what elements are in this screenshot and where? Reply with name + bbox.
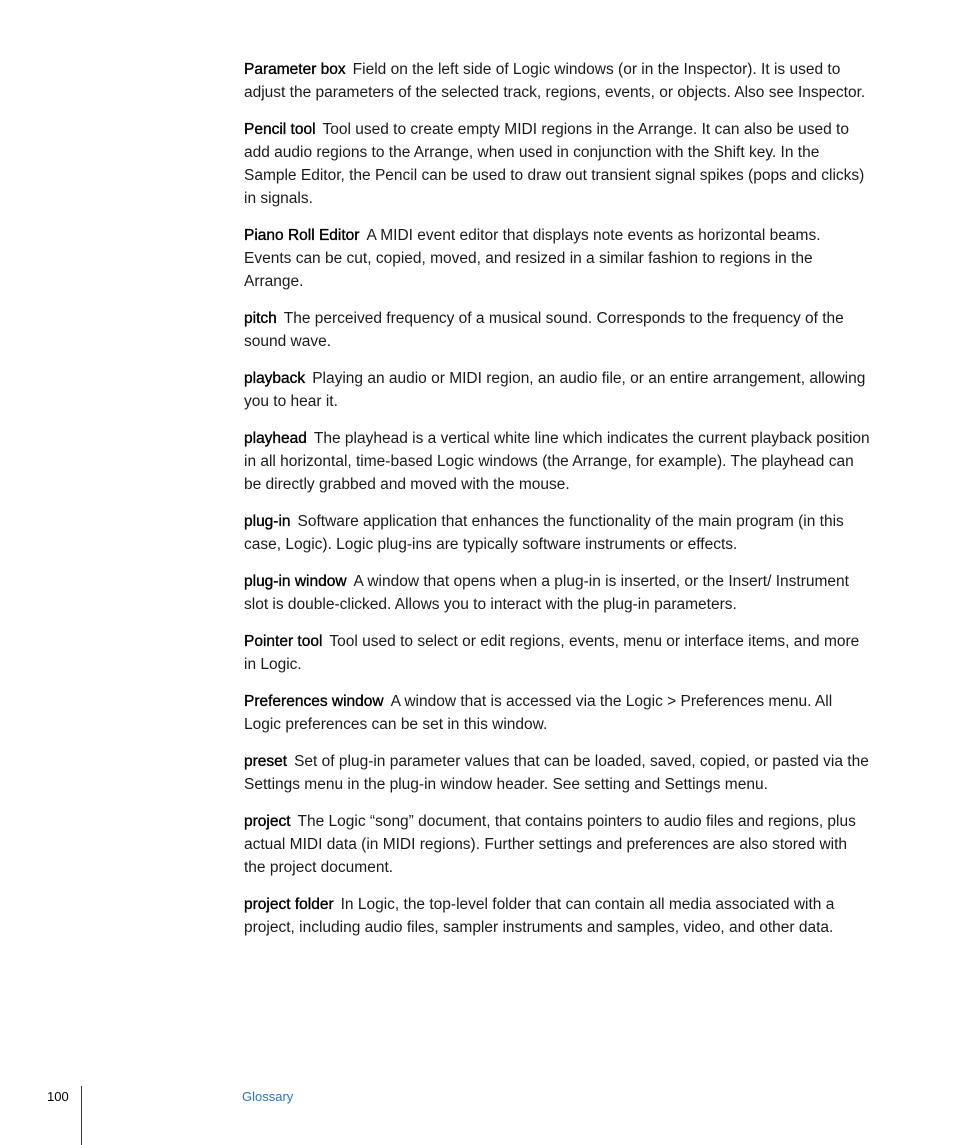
glossary-entry [244, 224, 872, 293]
glossary-definition: Software application that enhances the functionality of the main program (in this case, Logic). Logic plug-ins are typically software instruments or effects. [244, 513, 844, 553]
glossary-entry [244, 893, 872, 939]
glossary-entry [244, 690, 872, 736]
page-number: 100 [47, 1089, 69, 1104]
glossary-definition: The Logic “song” document, that contains pointers to audio files and regions, plus actual MIDI data (in MIDI regions). Further settings and preferences are also stored with the project document. [244, 813, 856, 876]
glossary-entry [244, 427, 872, 496]
glossary-entry [244, 810, 872, 879]
glossary-term: pitch [244, 310, 277, 327]
glossary-definition: A window that opens when a plug-in is inserted, or the Insert/ Instrument slot is double-clicked. Allows you to interact with the plug-in parameters. [244, 573, 849, 613]
glossary-entry [244, 118, 872, 210]
glossary-definition: A window that is accessed via the Logic > Preferences menu. All Logic preferences can be set in this window. [244, 693, 833, 733]
glossary-definition: The perceived frequency of a musical sound. Corresponds to the frequency of the sound wave. [244, 310, 844, 350]
glossary-entry [244, 58, 872, 104]
glossary-definition: Playing an audio or MIDI region, an audio file, or an entire arrangement, allowing you to hear it. [244, 370, 866, 410]
glossary-term: playhead [244, 430, 307, 447]
glossary-term: Pencil tool [244, 121, 316, 138]
glossary-entries [244, 58, 872, 953]
glossary-entry [244, 510, 872, 556]
glossary-entry [244, 750, 872, 796]
glossary-entry [244, 630, 872, 676]
glossary-term: Piano Roll Editor [244, 227, 360, 244]
glossary-term: playback [244, 370, 306, 387]
glossary-definition: In Logic, the top-level folder that can contain all media associated with a project, including audio files, sampler instruments and samples, video, and other data. [244, 896, 835, 936]
footer-divider [81, 1086, 82, 1145]
glossary-entry [244, 307, 872, 353]
glossary-term: project folder [244, 896, 334, 913]
glossary-definition: Set of plug-in parameter values that can be loaded, saved, copied, or pasted via the Settings menu in the plug-in window header. See setting and Settings menu. [244, 753, 869, 793]
glossary-definition: A MIDI event editor that displays note events as horizontal beams. Events can be cut, copied, moved, and resized in a similar fashion to regions in the Arrange. [244, 227, 821, 290]
glossary-term: preset [244, 753, 288, 770]
glossary-entry [244, 367, 872, 413]
glossary-definition: Field on the left side of Logic windows (or in the Inspector). It is used to adjust the parameters of the selected track, regions, events, or objects. Also see Inspector. [244, 61, 866, 101]
glossary-term: plug-in [244, 513, 291, 530]
glossary-term: Parameter box [244, 61, 346, 78]
glossary-entry [244, 570, 872, 616]
glossary-definition: Tool used to create empty MIDI regions in the Arrange. It can also be used to add audio regions to the Arrange, when used in conjunction with the Shift key. In the Sample Editor, the Pencil can be used to draw out transient signal spikes (pops and clicks) in signals. [244, 121, 865, 207]
glossary-term: Preferences window [244, 693, 384, 710]
glossary-definition: The playhead is a vertical white line which indicates the current playback position in all horizontal, time-based Logic windows (the Arrange, for example). The playhead can be directly grabbed and moved with the mouse. [244, 430, 870, 493]
glossary-term: Pointer tool [244, 633, 323, 650]
footer-section-link[interactable]: Glossary [242, 1089, 294, 1104]
glossary-definition: Tool used to select or edit regions, events, menu or interface items, and more in Logic. [244, 633, 860, 673]
glossary-term: project [244, 813, 291, 830]
glossary-term: plug-in window [244, 573, 347, 590]
